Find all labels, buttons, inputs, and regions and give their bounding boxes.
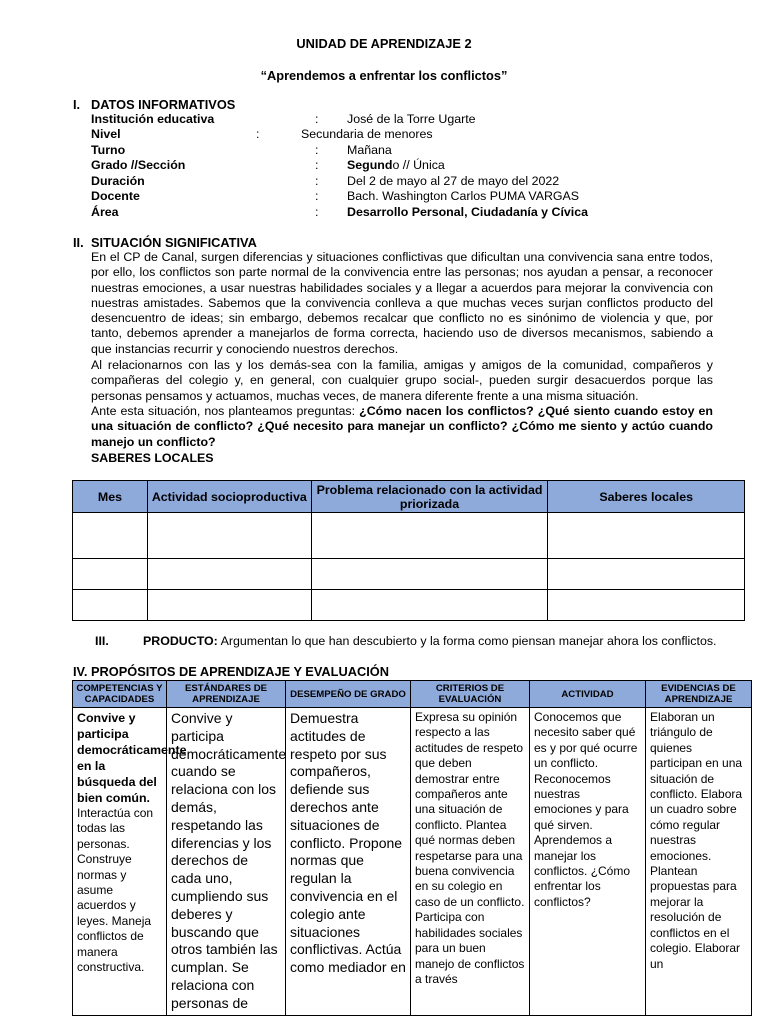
info-colon: :: [315, 205, 319, 219]
situacion-paragraph-2: Al relacionarnos con las y los demás-sea con la familia, amigas y amigos de la comunidad, compañeros y compañeras del colegio y, en general, con cualquier grupo social-, pueden surgir desacuerdos porque las personas pensamos y actuamos, muchas veces, de manera diferente frente a una misma situación.: [91, 358, 713, 403]
header-criterios: CRITERIOS DE EVALUACIÓN: [411, 681, 530, 708]
cell-actividad: Conocemos que necesito saber qué es y por qué ocurre un conflicto. Reconocemos nuestras emociones y para qué sirven. Aprendemos a manejar los conflictos. ¿Cómo enfrentar los conflictos?: [530, 708, 646, 1016]
info-colon: :: [256, 127, 260, 141]
info-value: José de la Torre Ugarte: [347, 112, 476, 126]
situacion-paragraph-1: En el CP de Canal, surgen diferencias y situaciones conflictivas que dificultan una convivencia sana entre todos, por ello, los conflictos son parte normal de la convivencia entre las personas; nos ayudan a pensar, a reconocer nuestras emociones, a usar nuestras habilidades sociales y a llegar a acuerdos para mejorar la convivencia con nuestras amistades. Sabemos que la convivencia conlleva a que muchas veces surjan conflictos producto del desencuentro de ideas; sin embargo, debemos recalcar que conflicto no es sinónimo de violencia y que, por tanto, debemos aprender a manejarlos de forma correcta, haciendo uso de diversos mecanismos, sabiendo a que instancias recurrir y conociendo nuestros derechos.: [91, 250, 713, 356]
info-value: Desarrollo Personal, Ciudadanía y Cívica: [347, 205, 589, 219]
info-colon: :: [315, 112, 319, 126]
info-value: Secundaria de menores: [301, 127, 433, 141]
info-label: Duración: [91, 174, 145, 188]
info-label: Área: [91, 205, 119, 219]
info-label: Institución educativa: [91, 112, 215, 126]
info-colon: :: [315, 189, 319, 203]
header-estandares: ESTÁNDARES DE APRENDIZAJE: [167, 681, 286, 708]
header-desempeno: DESEMPEÑO DE GRADO: [286, 681, 411, 708]
saberes-title: SABERES LOCALES: [91, 451, 214, 465]
info-colon: :: [315, 143, 319, 157]
info-colon: :: [315, 174, 319, 188]
info-label: Turno: [91, 143, 126, 157]
cell-criterios: Expresa su opinión respecto a las actitudes de respeto que deben demostrar entre compañeros ante una situación de conflicto. Plantea qué normas deben respetarse para una buena convivencia en su colegio en caso de un conflicto. Participa con habilidades sociales para un buen manejo de conflictos a través: [411, 708, 530, 1016]
table-row: [73, 708, 752, 1016]
cell-estandar: Convive y participa democráticamente cuando se relaciona con los demás, respetando las diferencias y los derechos de cada uno, cumpliendo sus deberes y buscando que otros también las cumplan. Se relaciona con personas de: [167, 708, 286, 1016]
saberes-header-actividad: Actividad socioproductiva: [147, 481, 311, 513]
saberes-table: [72, 480, 745, 621]
info-label: Docente: [91, 189, 140, 203]
situacion-paragraph-3: Ante esta situación, nos planteamos preguntas: ¿Cómo nacen los conflictos? ¿Qué siento cuando estoy en una situación de conflicto? ¿Qué necesito para manejar un conflicto? ¿Cómo me siento y actúo cuando manejo un conflicto?: [91, 404, 713, 449]
document-title: UNIDAD DE APRENDIZAJE 2: [296, 36, 472, 51]
saberes-header-mes: Mes: [73, 481, 148, 513]
section-heading-datos: I. DATOS INFORMATIVOS: [73, 97, 236, 112]
cell-competencias: Convive y participa democráticamente en la búsqueda del bien común. Interactúa con todas las personas. Construye normas y asume acuerdos y leyes. Maneja conflictos de manera constructiva.: [73, 708, 167, 1016]
cell-desempeno: Demuestra actitudes de respeto por sus compañeros, defiende sus derechos ante situaciones de conflicto. Propone normas que regulan la convivencia en el colegio ante situaciones conflictivas. Actúa como mediador en: [286, 708, 411, 1016]
table-row: [73, 513, 745, 559]
info-value: Segundo // Única: [347, 158, 445, 172]
section-heading-propositos: IV. PROPÓSITOS DE APRENDIZAJE Y EVALUACIÓN: [73, 664, 389, 679]
info-value: Del 2 de mayo al 27 de mayo del 2022: [347, 174, 560, 188]
header-competencias: COMPETENCIAS Y CAPACIDADES: [73, 681, 167, 708]
saberes-header-problema: Problema relacionado con la actividad priorizada: [311, 481, 548, 513]
info-value: Bach. Washington Carlos PUMA VARGAS: [347, 189, 580, 203]
info-label: Grado //Sección: [91, 158, 186, 172]
document-subtitle: “Aprendemos a enfrentar los conflictos”: [260, 68, 508, 83]
cell-evidencias: Elaboran un triángulo de quienes participan en una situación de conflicto. Elabora un cuadro sobre cómo regular nuestras emociones. Plantean propuestas para mejorar la resolución de conflictos en el colegio. Elaborar un: [646, 708, 752, 1016]
section-heading-situacion: II. SITUACIÓN SIGNIFICATIVA: [73, 235, 257, 250]
table-row: [73, 590, 745, 621]
info-colon: :: [315, 158, 319, 172]
table-row: [73, 559, 745, 590]
propositos-table: [72, 680, 752, 1016]
header-actividad: ACTIVIDAD: [530, 681, 646, 708]
header-evidencias: EVIDENCIAS DE APRENDIZAJE: [646, 681, 752, 708]
info-value: Mañana: [347, 143, 392, 157]
producto-line: III. PRODUCTO: Argumentan lo que han descubierto y la forma como piensan manejar ahora los conflictos.: [95, 634, 717, 648]
saberes-header-saberes: Saberes locales: [548, 481, 745, 513]
info-label: Nivel: [91, 127, 121, 141]
